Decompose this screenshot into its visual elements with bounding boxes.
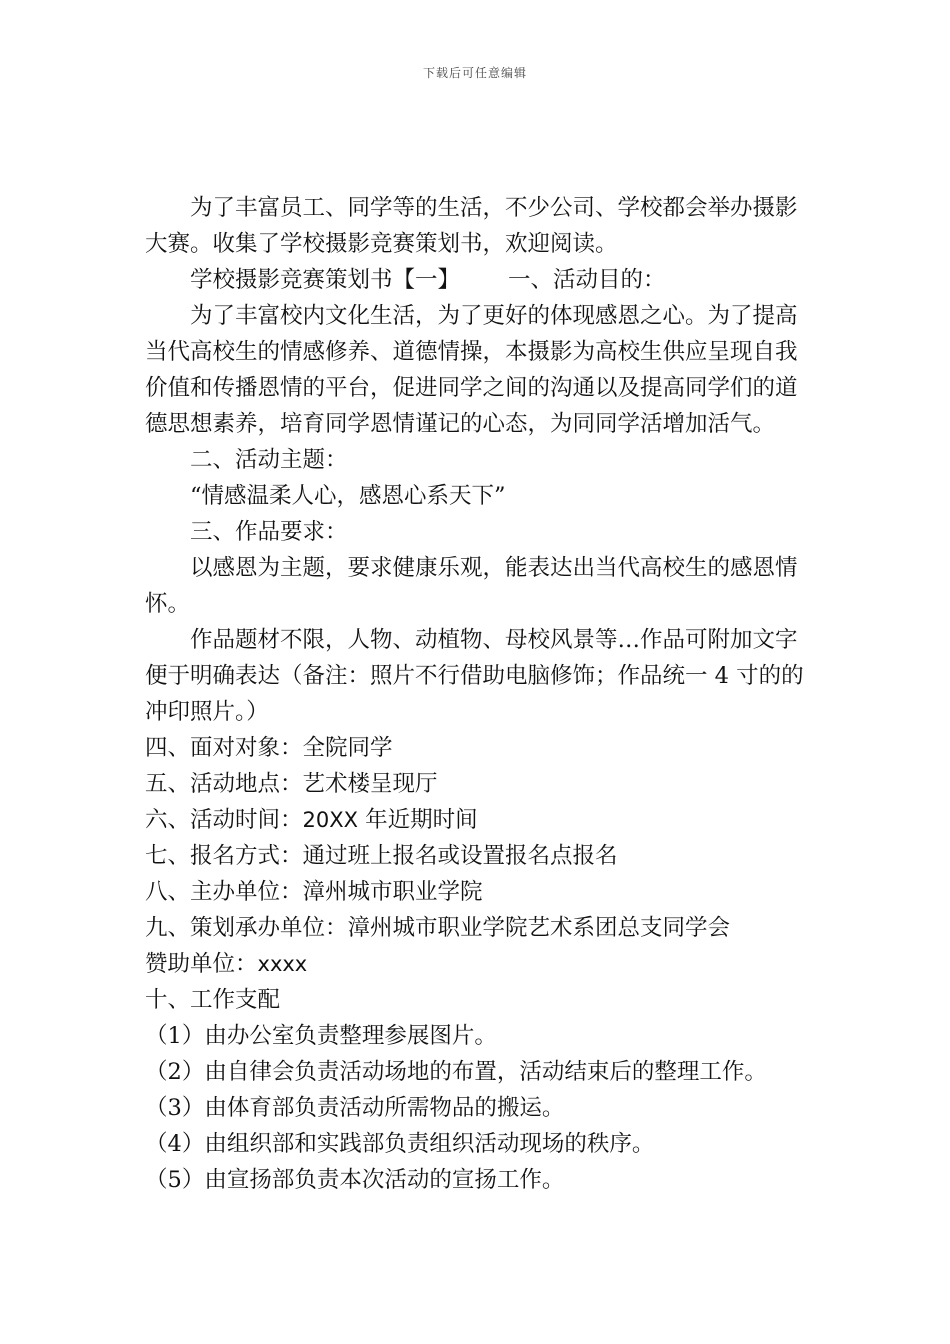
task-item-1: （1）由办公室负责整理参展图片。 xyxy=(145,1023,497,1049)
section-3-body-2: 作品题材不限，人物、动植物、母校风景等…作品可附加文字便于明确表达（备注：照片不行借助电脑修饰；作品统一 4 寸的的冲印照片。） xyxy=(145,627,804,725)
sponsor-value: xxxx xyxy=(257,952,308,976)
task-item-2: （2）由自律会负责活动场地的布置，活动结束后的整理工作。 xyxy=(145,1059,767,1085)
section-1-heading: 一、活动目的： xyxy=(508,267,666,293)
section-6 xyxy=(145,802,809,838)
section-2-body: “情感温柔人心，感恩心系天下” xyxy=(190,483,506,509)
section-3-body-1: 以感恩为主题，要求健康乐观，能表达出当代高校生的感恩情怀。 xyxy=(145,555,798,617)
task-item-4: （4）由组织部和实践部负责组织活动现场的秩序。 xyxy=(145,1131,655,1157)
section-6-rest: 年近期时间 xyxy=(358,807,478,833)
intro-paragraph: 为了丰富员工、同学等的生活，不少公司、学校都会举办摄影大赛。收集了学校摄影竞赛策划书，欢迎阅读。 xyxy=(145,195,798,257)
title-line xyxy=(145,262,809,298)
section-6-year: 20XX xyxy=(302,808,359,832)
section-10-heading: 十、工作支配 xyxy=(145,987,281,1013)
section-8: 八、主办单位：漳州城市职业学院 xyxy=(145,879,483,905)
sponsor-label: 赞助单位： xyxy=(145,951,258,977)
section-6-label: 六、活动时间： xyxy=(145,807,303,833)
section-7: 七、报名方式：通过班上报名或设置报名点报名 xyxy=(145,843,618,869)
document-title: 学校摄影竞赛策划书【一】 xyxy=(190,267,461,293)
section-5: 五、活动地点：艺术楼呈现厅 xyxy=(145,771,438,797)
page-header-note: 下载后可任意编辑 xyxy=(422,66,527,80)
document-body xyxy=(145,190,809,1198)
section-2-heading: 二、活动主题： xyxy=(190,447,348,473)
task-item-5: （5）由宣扬部负责本次活动的宣扬工作。 xyxy=(145,1167,565,1193)
section-3-heading: 三、作品要求： xyxy=(190,519,348,545)
section-1-body: 为了丰富校内文化生活，为了更好的体现感恩之心。为了提高当代高校生的情感修养、道德情操，本摄影为高校生供应呈现自我价值和传播恩情的平台，促进同学之间的沟通以及提高同学们的道德思想素养，培育同学恩情谨记的心态，为同同学活增加活气。 xyxy=(145,303,798,437)
sponsor-line xyxy=(145,946,809,982)
section-9: 九、策划承办单位：漳州城市职业学院艺术系团总支同学会 xyxy=(145,915,731,941)
section-4: 四、面对对象：全院同学 xyxy=(145,735,393,761)
task-item-3: （3）由体育部负责活动所需物品的搬运。 xyxy=(145,1095,565,1121)
